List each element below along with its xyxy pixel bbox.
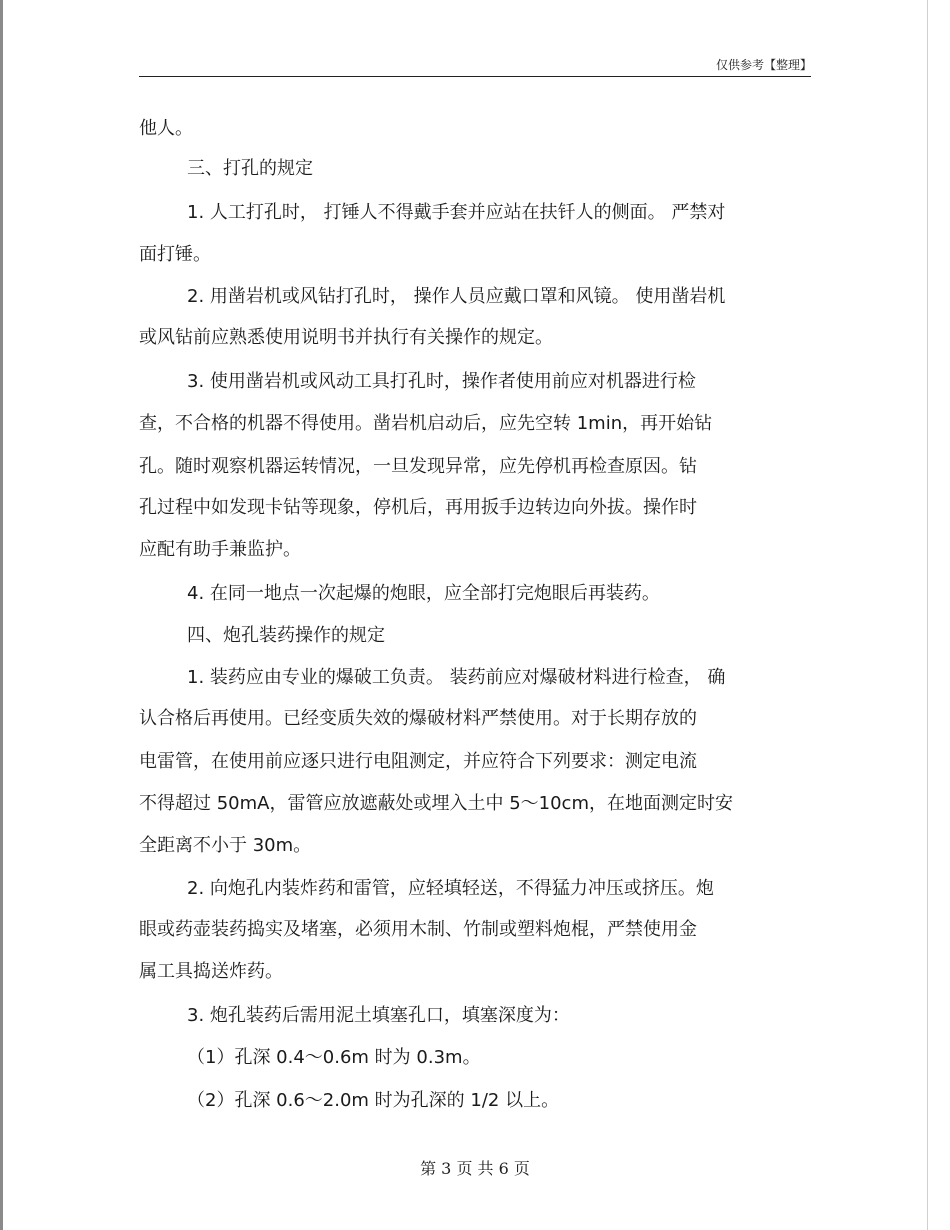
body-line: 属工具捣送炸药。 [139,961,283,982]
body-line: 3. 炮孔装药后需用泥土填塞孔口，填塞深度为： [187,1005,570,1026]
body-line: 认合格后再使用。已经变质失效的爆破材料严禁使用。对于长期存放的 [139,708,697,729]
section-heading: 三、打孔的规定 [187,158,313,179]
page-number-footer: 第 3 页 共 6 页 [420,1159,530,1178]
page-edge-right [927,0,928,1230]
body-line: 1. 装药应由专业的爆破工负责。 装药前应对爆破材料进行检查， 确 [187,667,726,688]
body-line: 或风钻前应熟悉使用说明书并执行有关操作的规定。 [139,327,553,348]
body-line: 全距离不小于 30m。 [139,835,312,856]
body-line: 4. 在同一地点一次起爆的炮眼，应全部打完炮眼后再装药。 [187,583,660,604]
list-item: （2）孔深 0.6～2.0m 时为孔深的 1/2 以上。 [187,1090,560,1111]
body-line: 3. 使用凿岩机或风动工具打孔时，操作者使用前应对机器进行检 [187,371,696,392]
section-heading: 四、炮孔装药操作的规定 [187,625,385,646]
body-line: 1. 人工打孔时， 打锤人不得戴手套并应站在扶钎人的侧面。 严禁对 [187,202,726,223]
body-line: 孔。随时观察机器运转情况，一旦发现异常，应先停机再检查原因。钻 [139,456,697,477]
header-rule [139,76,811,77]
body-line: 不得超过 50mA，雷管应放遮蔽处或埋入土中 5～10cm，在地面测定时安 [139,793,733,814]
body-line: 眼或药壶装药捣实及堵塞，必须用木制、竹制或塑料炮棍，严禁使用金 [139,919,697,940]
running-head: 仅供参考【整理】 [715,58,812,72]
body-line: 查，不合格的机器不得使用。凿岩机启动后，应先空转 1min，再开始钻 [139,413,713,434]
list-item: （1）孔深 0.4～0.6m 时为 0.3m。 [187,1047,481,1068]
body-line: 孔过程中如发现卡钻等现象，停机后，再用扳手边转边向外拔。操作时 [139,497,697,518]
body-line: 2. 用凿岩机或风钻打孔时， 操作人员应戴口罩和风镜。 使用凿岩机 [187,286,726,307]
page-edge-left [0,0,3,1230]
body-line: 2. 向炮孔内装炸药和雷管，应轻填轻送，不得猛力冲压或挤压。炮 [187,878,714,899]
body-line: 面打锤。 [139,244,211,265]
body-line: 他人。 [139,118,193,139]
body-line: 应配有助手兼监护。 [139,539,301,560]
body-line: 电雷管，在使用前应逐只进行电阻测定，并应符合下列要求：测定电流 [139,751,697,772]
